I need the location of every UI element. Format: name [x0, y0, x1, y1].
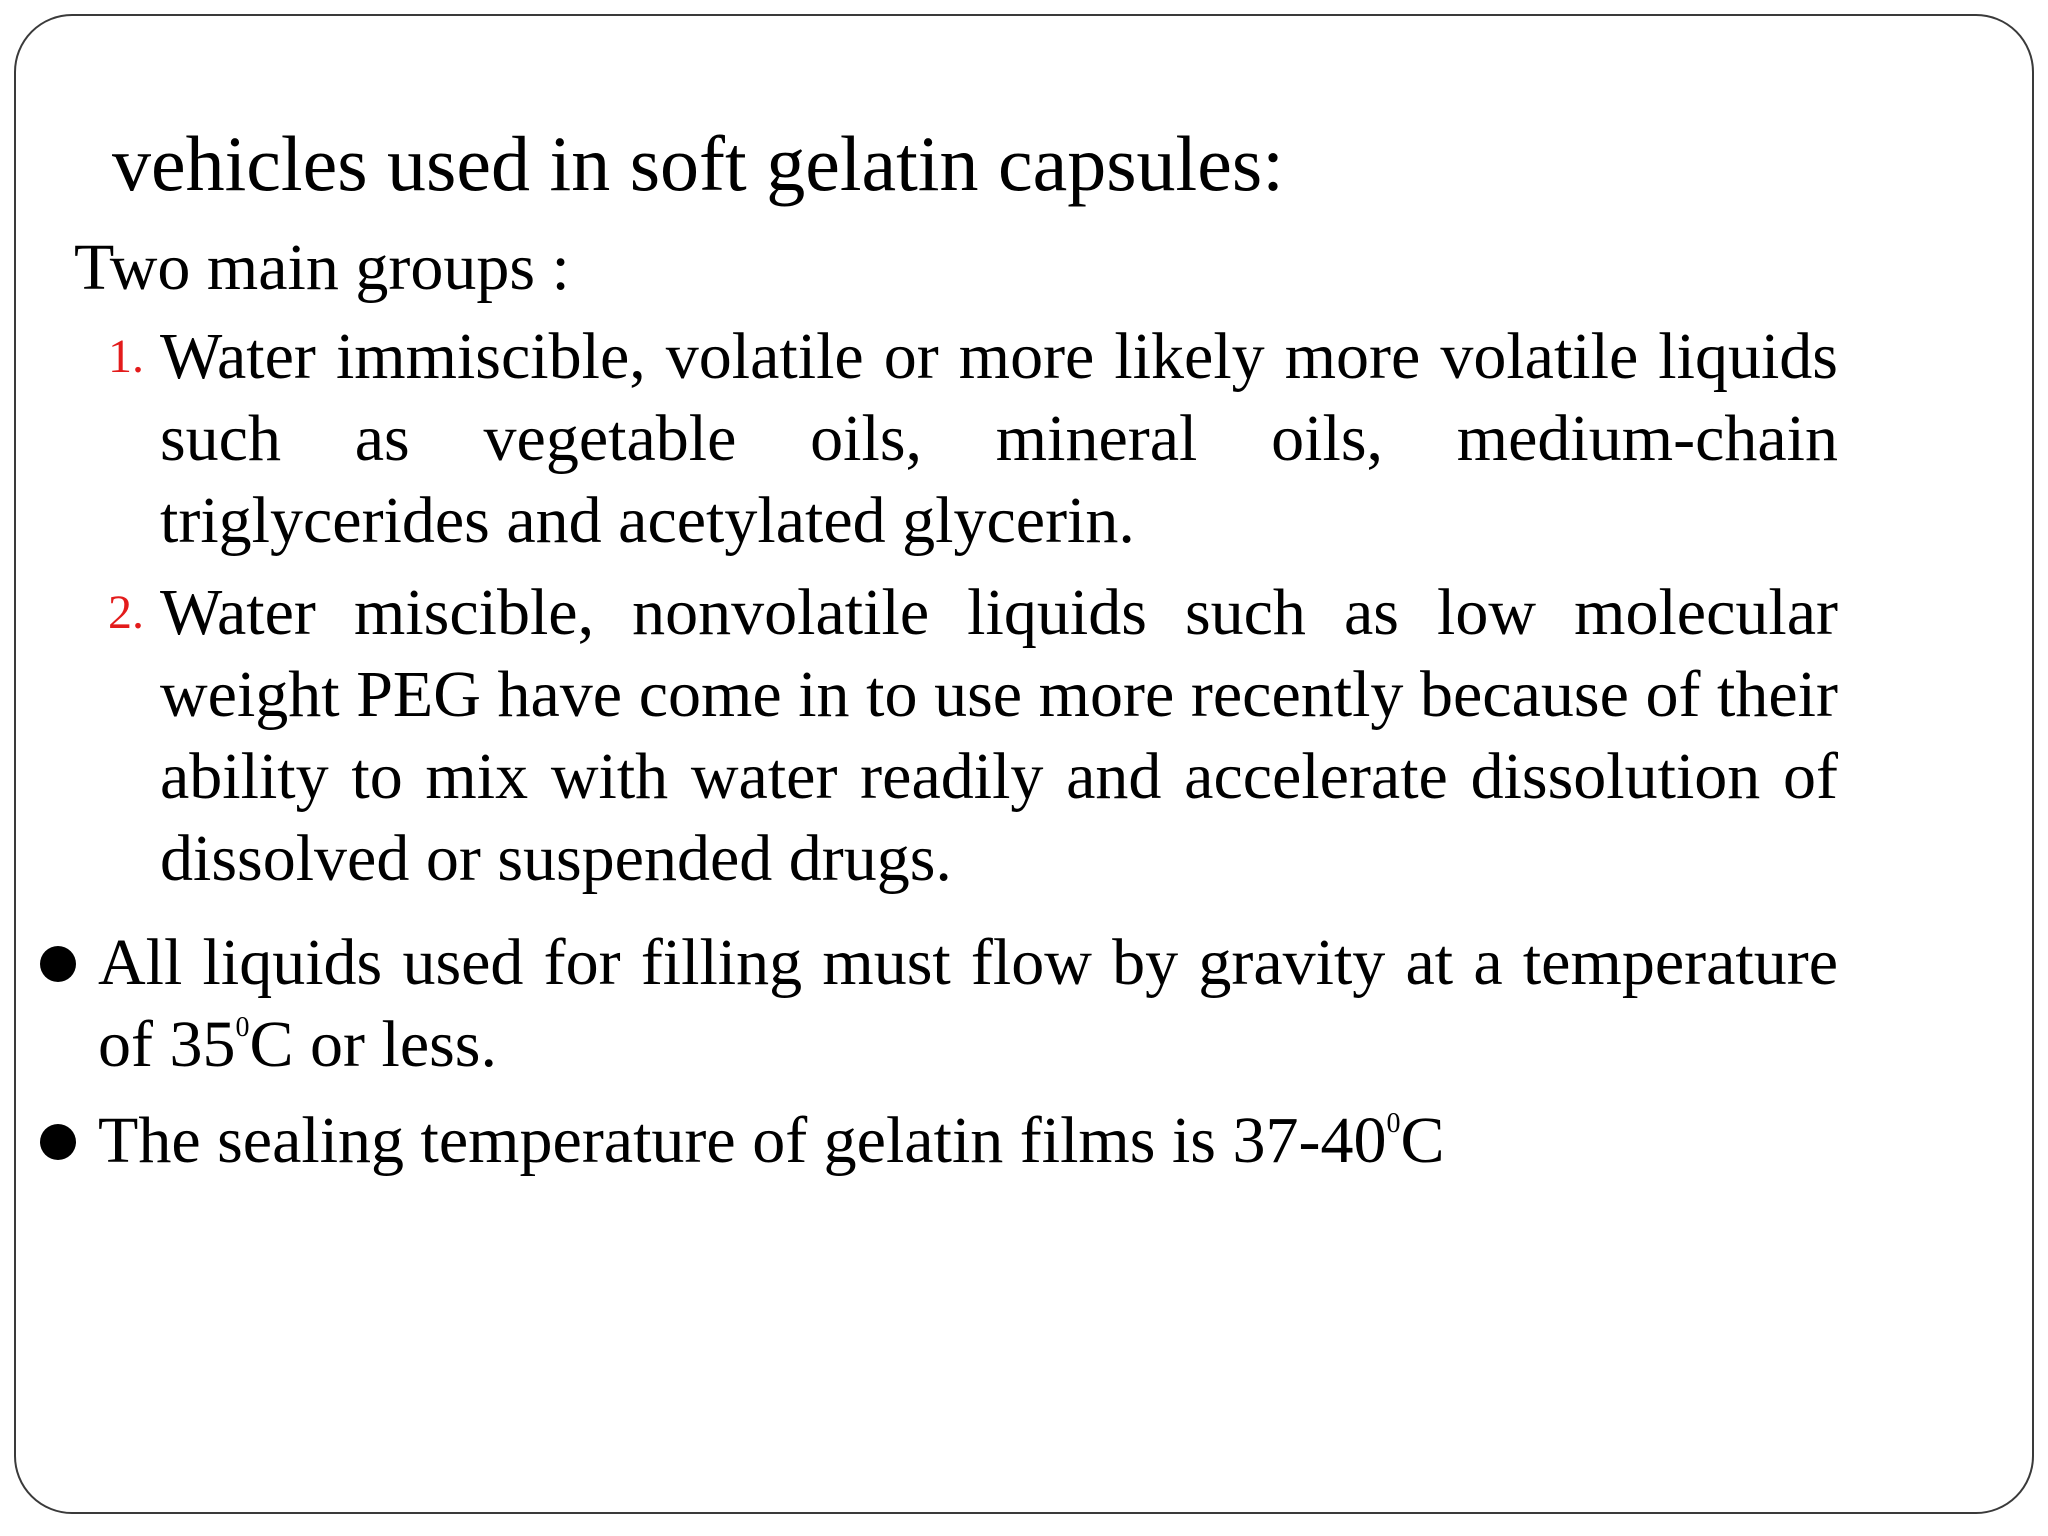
numbered-marker-1: 1.: [108, 330, 144, 383]
bullet-1-superscript: 0: [235, 1012, 250, 1043]
numbered-marker-2: 2.: [108, 586, 144, 639]
slide-frame: [14, 14, 2034, 1514]
bullet-2-text-main: The sealing temperature of gelatin films is 37-40: [98, 1104, 1387, 1177]
bullet-1-text-main: All liquids used for filling must flow by gravity at a temperature of 35: [98, 926, 1838, 1081]
slide-title: vehicles used in soft gelatin capsules:: [112, 120, 1284, 207]
numbered-item-2: [108, 572, 1838, 912]
bullet-text-2: [98, 1100, 1838, 1182]
bullet-item-2: [40, 1100, 1838, 1190]
bullet-text-1: [98, 922, 1838, 1086]
numbered-text-2: Water miscible, nonvolatile liquids such as low molecular weight PEG have come in to use more recently because of their ability to mix with water readily and accelerate dissolution of dissolved or suspended drugs.: [160, 576, 1838, 895]
bullet-1-text-end: C or less.: [249, 1008, 497, 1081]
bullet-item-1: [40, 922, 1838, 1092]
intro-text: Two main groups :: [74, 231, 570, 304]
bullet-dot-icon: [40, 946, 76, 982]
numbered-text-1: Water immiscible, volatile or more likely more volatile liquids such as vegetable oils, mineral oils, medium-chain triglycerides and acetylated glycerin.: [160, 320, 1838, 557]
bullet-2-text-end: C: [1400, 1104, 1445, 1177]
bullet-dot-icon: [40, 1124, 76, 1160]
bullet-2-superscript: 0: [1386, 1108, 1401, 1139]
numbered-item-1: [108, 316, 1838, 576]
